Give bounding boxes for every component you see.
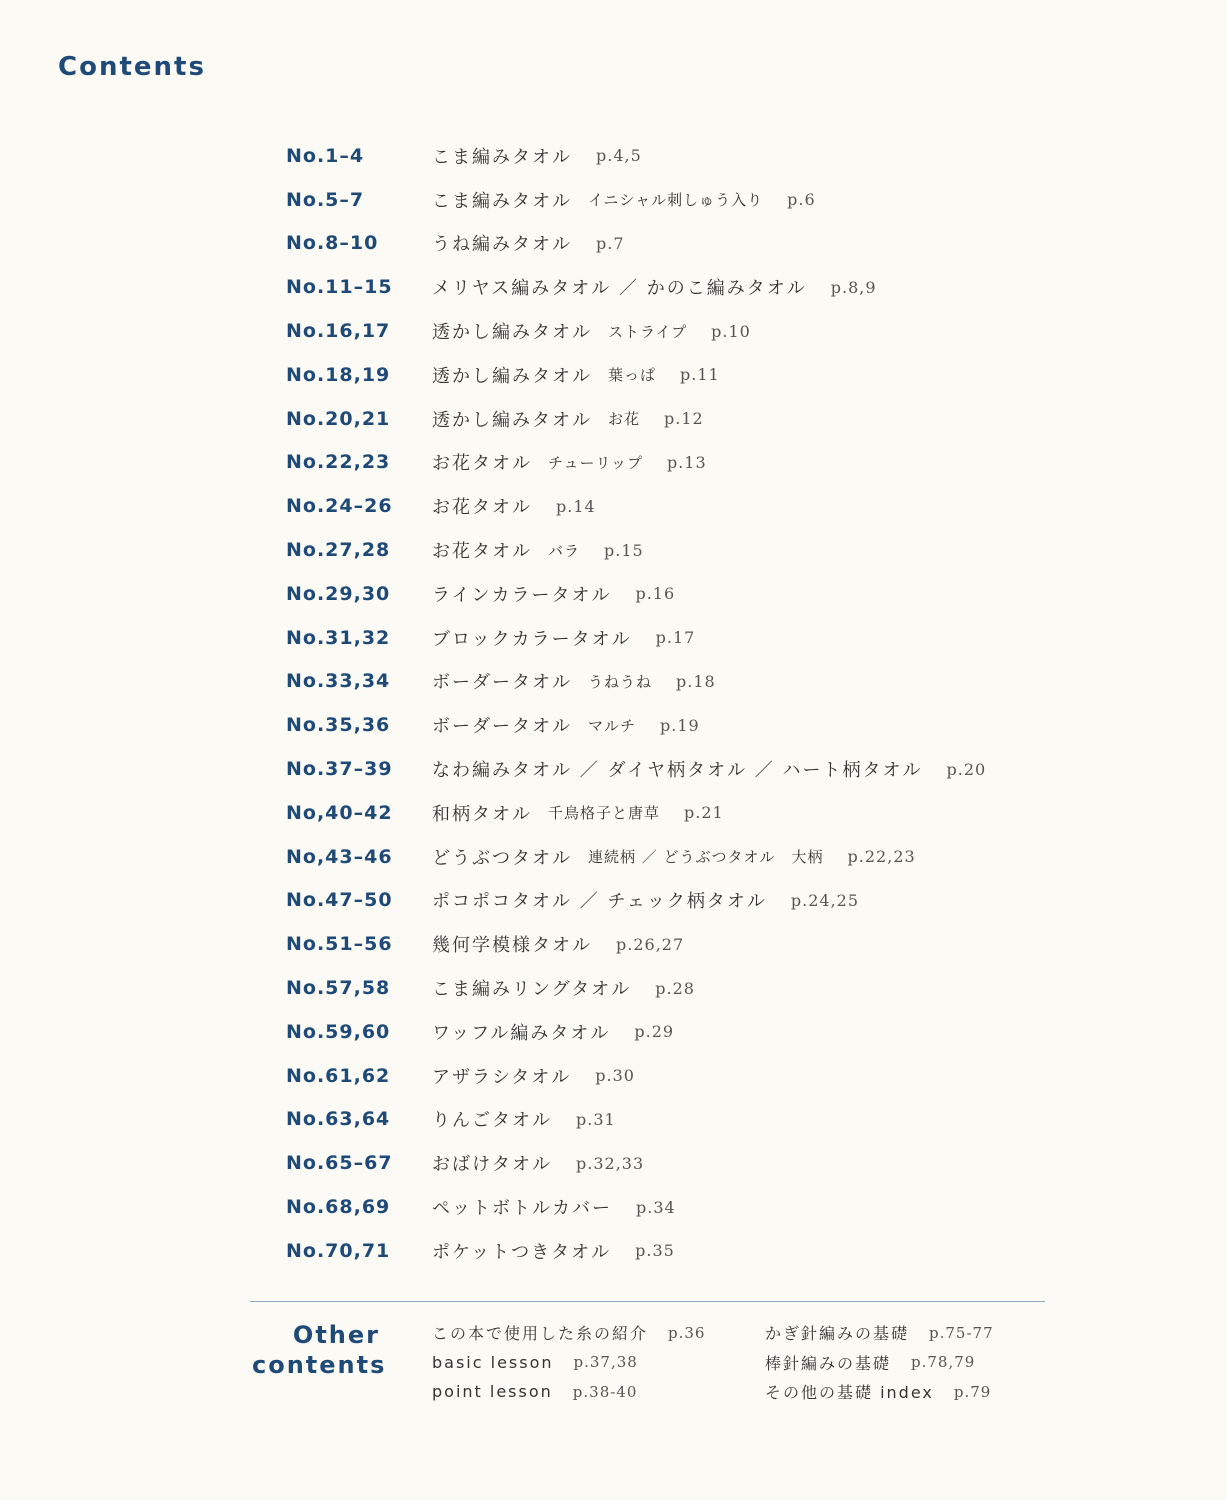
entry-page: p.12 [664, 409, 704, 429]
toc-entry[interactable] [286, 966, 1046, 1010]
toc-entry[interactable] [286, 397, 1046, 441]
entry-title: お花タオル [432, 497, 532, 519]
entry-title: ポコポコタオル ／ チェック柄タオル [432, 891, 767, 913]
entry-number: No.11–15 [286, 276, 393, 299]
entry-title: おばけタオル [432, 1154, 552, 1176]
toc-entry[interactable] [286, 134, 1046, 178]
entry-number: No.29,30 [286, 582, 391, 605]
entry-number: No.33,34 [286, 670, 391, 693]
entry-title: ペットボトルカバー [432, 1198, 612, 1220]
entry-subtitle: チューリップ [548, 453, 643, 472]
entry-page: p.24,25 [790, 890, 860, 910]
entry-page: p.31 [576, 1109, 616, 1129]
entry-page: p.29 [634, 1022, 675, 1042]
toc-entry[interactable] [286, 528, 1046, 572]
entry-title: ポケットつきタオル [432, 1241, 612, 1263]
entry-title: 透かし編みタオル [432, 322, 592, 344]
toc-entry[interactable] [286, 1010, 1046, 1054]
entry-number: No.31,32 [286, 626, 391, 649]
toc-entry[interactable] [286, 222, 1046, 266]
entry-page: p.21 [684, 803, 724, 823]
entry-page: p.11 [680, 365, 720, 385]
entry-number: No.61,62 [286, 1064, 391, 1087]
entry-subtitle: 千鳥格子と唐草 [548, 804, 661, 823]
entry-page: p.32,33 [576, 1153, 645, 1173]
entry-number: No.37–39 [286, 758, 393, 781]
entry-title: こま編みタオル [432, 190, 572, 212]
entry-title: 透かし編みタオル [432, 365, 592, 387]
entry-page: p.13 [666, 452, 707, 472]
entry-title: お花タオル [432, 541, 532, 563]
other-contents-item[interactable] [765, 1318, 994, 1348]
entry-page: p.15 [604, 540, 644, 560]
entry-page: p.22,23 [847, 847, 916, 867]
entry-page: p.18 [676, 671, 716, 691]
entry-page: p.16 [635, 584, 676, 604]
entry-subtitle: うねうね [588, 672, 653, 691]
toc-entry[interactable] [286, 660, 1046, 704]
contents-list [286, 134, 1046, 1273]
entry-subtitle: 連続柄 ／ どうぶつタオル 大柄 [588, 848, 824, 867]
entry-title: ワッフル編みタオル [432, 1022, 611, 1044]
other-contents-left-column [432, 1318, 705, 1407]
entry-number: No,43–46 [286, 845, 393, 868]
toc-entry[interactable] [286, 178, 1046, 222]
entry-number: No.20,21 [286, 407, 391, 430]
other-contents-right-column [765, 1318, 994, 1407]
entry-page: p.28 [655, 978, 695, 998]
entry-number: No.5–7 [286, 188, 365, 211]
other-contents-item[interactable] [765, 1377, 994, 1407]
other-contents-item[interactable] [765, 1348, 994, 1378]
entry-title: 透かし編みタオル [432, 409, 592, 431]
entry-number: No.57,58 [286, 977, 391, 1000]
entry-subtitle: マルチ [588, 716, 637, 735]
entry-page: p.7 [596, 233, 625, 253]
toc-entry[interactable] [286, 572, 1046, 616]
entry-title: どうぶつタオル [432, 847, 572, 869]
other-item-page: p.75-77 [929, 1323, 994, 1342]
entry-number: No.35,36 [286, 714, 391, 737]
entry-number: No.16,17 [286, 320, 391, 343]
entry-number: No.51–56 [286, 933, 393, 956]
other-contents-item[interactable] [432, 1348, 705, 1378]
entry-title: アザラシタオル [432, 1066, 572, 1088]
other-heading-line1: Other [292, 1321, 380, 1349]
entry-number: No.59,60 [286, 1020, 391, 1043]
entry-title: お花タオル [432, 453, 532, 475]
entry-title: 幾何学模様タオル [432, 935, 592, 957]
entry-page: p.34 [636, 1197, 676, 1217]
other-contents-heading [252, 1320, 387, 1380]
entry-title: りんごタオル [432, 1110, 552, 1132]
other-item-label: basic lesson [432, 1352, 554, 1372]
entry-number: No.27,28 [286, 539, 391, 562]
section-divider [250, 1301, 1045, 1302]
entry-page: p.6 [787, 190, 816, 210]
other-item-label: かぎ針編みの基礎 [765, 1324, 910, 1344]
entry-title: こま編みタオル [432, 146, 572, 168]
page-title: Contents [58, 52, 206, 82]
entry-page: p.4,5 [596, 146, 642, 166]
toc-entry[interactable] [286, 791, 1046, 835]
entry-number: No.65–67 [286, 1152, 393, 1175]
entry-title: 和柄タオル [432, 803, 532, 825]
other-item-label: その他の基礎 index [765, 1383, 934, 1403]
toc-entry[interactable] [286, 922, 1046, 966]
toc-entry[interactable] [286, 265, 1046, 309]
entry-number: No.1–4 [286, 144, 365, 167]
entry-number: No.63,64 [286, 1108, 391, 1131]
entry-page: p.30 [595, 1066, 635, 1086]
entry-title: ブロックカラータオル [432, 628, 632, 650]
other-item-label: この本で使用した糸の紹介 [432, 1324, 649, 1344]
toc-entry[interactable] [286, 1185, 1046, 1229]
entry-title: うね編みタオル [432, 234, 572, 256]
toc-entry[interactable] [286, 1054, 1046, 1098]
toc-entry[interactable] [286, 441, 1046, 485]
entry-page: p.20 [946, 759, 987, 779]
entry-page: p.8,9 [830, 277, 877, 297]
toc-entry[interactable] [286, 703, 1046, 747]
other-item-label: 棒針編みの基礎 [765, 1353, 892, 1373]
entry-number: No.8–10 [286, 232, 379, 255]
entry-number: No.68,69 [286, 1196, 391, 1219]
entry-title: メリヤス編みタオル ／ かのこ編みタオル [432, 278, 807, 300]
toc-entry[interactable] [286, 835, 1046, 879]
entry-page: p.19 [660, 715, 700, 735]
toc-entry[interactable] [286, 1098, 1046, 1142]
entry-title: なわ編みタオル ／ ダイヤ柄タオル ／ ハート柄タオル [432, 760, 923, 782]
toc-entry[interactable] [286, 616, 1046, 660]
entry-page: p.10 [711, 321, 751, 341]
entry-page: p.14 [556, 496, 596, 516]
entry-number: No.70,71 [286, 1239, 391, 1262]
entry-title: こま編みリングタオル [432, 979, 632, 1001]
entry-subtitle: イニシャル刺しゅう入り [588, 191, 764, 210]
other-item-page: p.78,79 [911, 1353, 976, 1372]
entry-subtitle: お花 [608, 410, 641, 429]
other-item-page: p.36 [668, 1323, 706, 1342]
entry-page: p.35 [635, 1241, 675, 1261]
other-item-page: p.38-40 [572, 1382, 638, 1401]
entry-page: p.26,27 [616, 934, 685, 954]
other-item-label: point lesson [432, 1382, 553, 1402]
toc-entry[interactable] [286, 747, 1046, 791]
entry-page: p.17 [655, 628, 696, 648]
other-contents-item[interactable] [432, 1377, 705, 1407]
other-contents-item[interactable] [432, 1318, 705, 1348]
toc-entry[interactable] [286, 879, 1046, 923]
entry-number: No.18,19 [286, 363, 391, 386]
entry-title: ボーダータオル [432, 672, 572, 694]
entry-title: ラインカラータオル [432, 584, 612, 606]
other-item-page: p.37,38 [573, 1353, 638, 1372]
entry-subtitle: 葉っぱ [608, 366, 657, 385]
other-item-page: p.79 [953, 1382, 992, 1401]
entry-subtitle: バラ [548, 541, 581, 560]
entry-subtitle: ストライプ [608, 322, 688, 341]
entry-number: No.47–50 [286, 889, 393, 912]
toc-entry[interactable] [286, 484, 1046, 528]
toc-entry[interactable] [286, 1141, 1046, 1185]
entry-number: No.24–26 [286, 495, 393, 518]
toc-entry[interactable] [286, 309, 1046, 353]
entry-number: No,40–42 [286, 801, 393, 824]
other-heading-line2: contents [252, 1351, 387, 1379]
toc-entry[interactable] [286, 353, 1046, 397]
entry-title: ボーダータオル [432, 716, 572, 738]
entry-number: No.22,23 [286, 451, 391, 474]
toc-entry[interactable] [286, 1229, 1046, 1273]
